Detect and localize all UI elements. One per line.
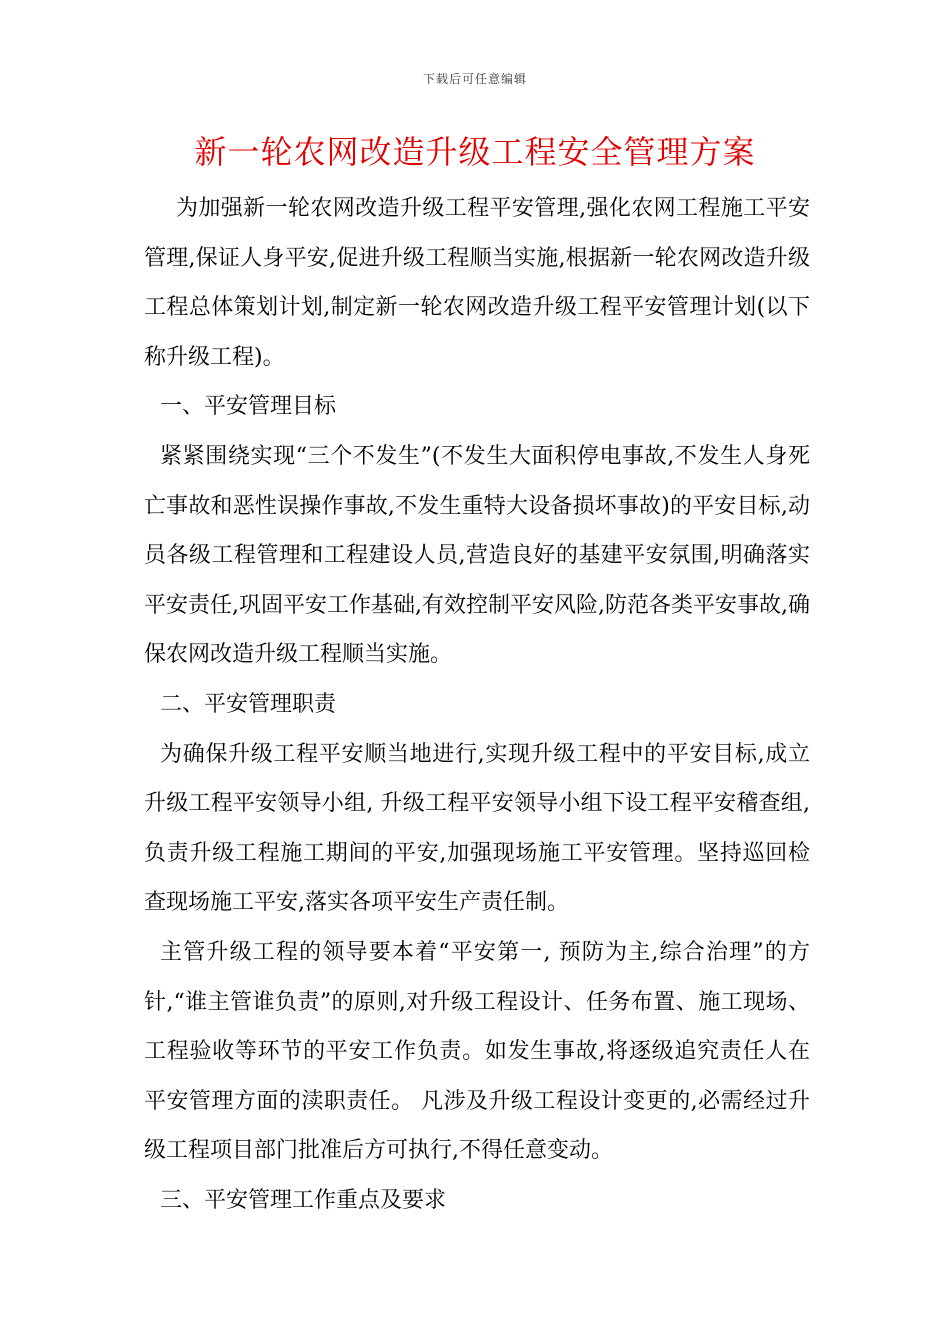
document-body — [144, 184, 810, 1225]
section-heading-goals: 一、平安管理目标 — [160, 394, 337, 420]
paragraph-leadership: 主管升级工程的领导要本着“平安第一, 预防为主,综合治理”的方针,“谁主管谁负责”的原则,对升级工程设计、任务布置、施工现场、工程验收等环节的平安工作负责。如发生事故,将逐级追究责任人在平安管理方面的渎职责任。 凡涉及升级工程设计变更的,必需经过升级工程项目部门批准后方可执行,不得任意变动。 — [144, 939, 810, 1164]
section-heading-key-points: 三、平安管理工作重点及要求 — [160, 1187, 447, 1213]
section-heading-duties: 二、平安管理职责 — [160, 691, 337, 717]
document-title: 新一轮农网改造升级工程安全管理方案 — [194, 133, 756, 171]
paragraph-duties: 为确保升级工程平安顺当地进行,实现升级工程中的平安目标,成立升级工程平安领导小组, 升级工程平安领导小组下设工程平安稽查组,负责升级工程施工期间的平安,加强现场施工平安管理。坚持巡回检查现场施工平安,落实各项平安生产责任制。 — [144, 741, 810, 916]
header-note: 下载后可任意编辑 — [422, 72, 527, 86]
paragraph-goals: 紧紧围绕实现“三个不发生”(不发生大面积停电事故,不发生人身死亡事故和恶性误操作事故,不发生重特大设备损坏事故)的平安目标,动员各级工程管理和工程建设人员,营造良好的基建平安氛围,明确落实平安责任,巩固平安工作基础,有效控制平安风险,防范各类平安事故,确保农网改造升级工程顺当实施。 — [144, 443, 810, 668]
paragraph-intro: 为加强新一轮农网改造升级工程平安管理,强化农网工程施工平安管理,保证人身平安,促进升级工程顺当实施,根据新一轮农网改造升级工程总体策划计划,制定新一轮农网改造升级工程平安管理计划(以下称升级工程)。 — [144, 196, 810, 370]
